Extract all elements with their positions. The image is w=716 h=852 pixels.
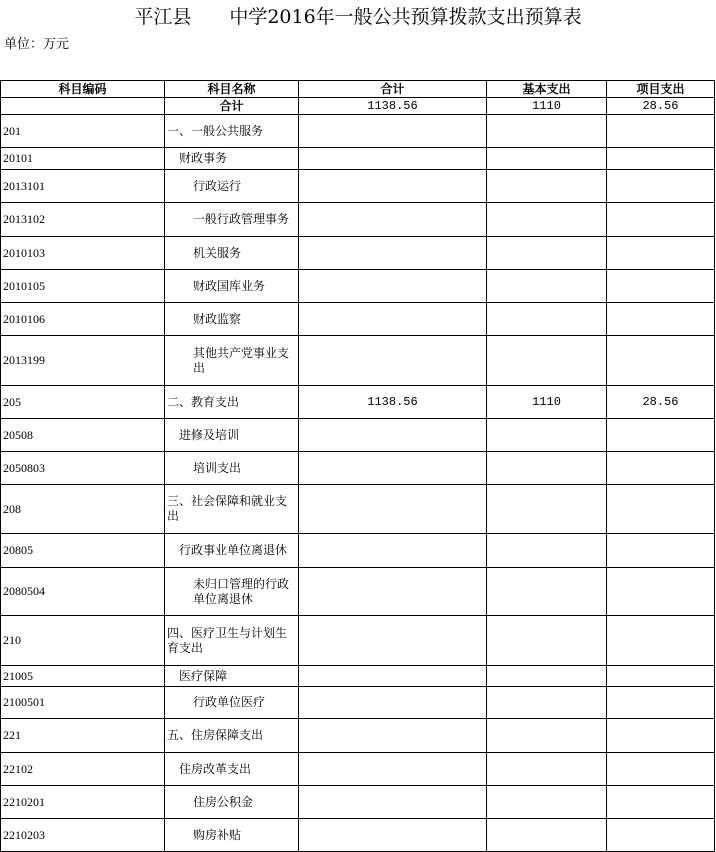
cell-total	[299, 303, 487, 336]
table-row	[1, 485, 715, 534]
cell-name: 培训支出	[165, 452, 299, 485]
table-row	[1, 534, 715, 568]
table-row	[1, 237, 715, 270]
cell-basic	[487, 666, 607, 687]
cell-name: 进修及培训	[165, 419, 299, 452]
cell-total	[299, 687, 487, 719]
cell-basic	[487, 148, 607, 170]
header-code: 科目编码	[1, 81, 165, 98]
budget-table	[0, 80, 715, 852]
header-row	[1, 81, 715, 98]
cell-project	[607, 719, 715, 753]
table-row	[1, 115, 715, 148]
cell-name: 行政运行	[165, 170, 299, 203]
total-project: 28.56	[607, 98, 715, 115]
cell-basic	[487, 534, 607, 568]
table-row	[1, 336, 715, 386]
table-row	[1, 170, 715, 203]
header-basic: 基本支出	[487, 81, 607, 98]
cell-total	[299, 270, 487, 303]
table-row	[1, 419, 715, 452]
cell-basic	[487, 270, 607, 303]
cell-code: 2013199	[1, 336, 165, 386]
cell-total	[299, 115, 487, 148]
header-project: 项目支出	[607, 81, 715, 98]
table-row	[1, 753, 715, 786]
cell-basic: 1110	[487, 386, 607, 419]
cell-basic	[487, 719, 607, 753]
cell-project	[607, 170, 715, 203]
cell-code: 208	[1, 485, 165, 534]
cell-name: 一般行政管理事务	[165, 203, 299, 237]
total-name: 合计	[165, 98, 299, 115]
cell-project	[607, 753, 715, 786]
cell-total	[299, 819, 487, 852]
cell-basic	[487, 237, 607, 270]
table-row	[1, 719, 715, 753]
cell-code: 221	[1, 719, 165, 753]
page-title: 平江县 中学2016年一般公共预算拨款支出预算表	[134, 6, 582, 28]
cell-code: 2100501	[1, 687, 165, 719]
cell-name: 财政国库业务	[165, 270, 299, 303]
cell-basic	[487, 452, 607, 485]
cell-name: 行政单位医疗	[165, 687, 299, 719]
cell-name: 二、教育支出	[165, 386, 299, 419]
total-total: 1138.56	[299, 98, 487, 115]
cell-project	[607, 237, 715, 270]
table-row	[1, 452, 715, 485]
cell-code: 20508	[1, 419, 165, 452]
table-row	[1, 270, 715, 303]
cell-total	[299, 170, 487, 203]
cell-code: 205	[1, 386, 165, 419]
cell-name: 三、社会保障和就业支出	[165, 485, 299, 534]
cell-total	[299, 237, 487, 270]
cell-code: 2050803	[1, 452, 165, 485]
cell-project	[607, 786, 715, 819]
table-row	[1, 616, 715, 666]
cell-name: 购房补贴	[165, 819, 299, 852]
cell-name: 四、医疗卫生与计划生育支出	[165, 616, 299, 666]
header-name: 科目名称	[165, 81, 299, 98]
cell-basic	[487, 819, 607, 852]
cell-code: 2210201	[1, 786, 165, 819]
total-code	[1, 98, 165, 115]
cell-code: 2013101	[1, 170, 165, 203]
cell-name: 未归口管理的行政单位离退休	[165, 568, 299, 616]
cell-code: 2210203	[1, 819, 165, 852]
table-row	[1, 148, 715, 170]
table-row	[1, 786, 715, 819]
cell-project	[607, 452, 715, 485]
cell-name: 行政事业单位离退休	[165, 534, 299, 568]
cell-total	[299, 719, 487, 753]
total-row	[1, 98, 715, 115]
cell-name: 住房改革支出	[165, 753, 299, 786]
cell-project	[607, 115, 715, 148]
cell-code: 210	[1, 616, 165, 666]
cell-total	[299, 336, 487, 386]
cell-basic	[487, 485, 607, 534]
cell-name: 财政监察	[165, 303, 299, 336]
cell-basic	[487, 170, 607, 203]
cell-project: 28.56	[607, 386, 715, 419]
cell-basic	[487, 419, 607, 452]
cell-name: 一、一般公共服务	[165, 115, 299, 148]
cell-code: 2010106	[1, 303, 165, 336]
cell-project	[607, 819, 715, 852]
cell-code: 20805	[1, 534, 165, 568]
cell-basic	[487, 687, 607, 719]
cell-code: 20101	[1, 148, 165, 170]
cell-project	[607, 203, 715, 237]
cell-project	[607, 485, 715, 534]
cell-basic	[487, 115, 607, 148]
cell-code: 2080504	[1, 568, 165, 616]
table-row	[1, 203, 715, 237]
cell-basic	[487, 336, 607, 386]
cell-project	[607, 534, 715, 568]
cell-name: 财政事务	[165, 148, 299, 170]
header-total: 合计	[299, 81, 487, 98]
cell-name: 五、住房保障支出	[165, 719, 299, 753]
cell-total	[299, 534, 487, 568]
cell-name: 机关服务	[165, 237, 299, 270]
cell-total	[299, 485, 487, 534]
cell-total	[299, 452, 487, 485]
cell-name: 住房公积金	[165, 786, 299, 819]
cell-code: 2010105	[1, 270, 165, 303]
cell-code: 201	[1, 115, 165, 148]
cell-total	[299, 419, 487, 452]
table-row	[1, 386, 715, 419]
cell-code: 2010103	[1, 237, 165, 270]
cell-basic	[487, 786, 607, 819]
cell-total	[299, 568, 487, 616]
cell-project	[607, 419, 715, 452]
unit-label: 单位：万元	[4, 37, 70, 52]
table-row	[1, 303, 715, 336]
cell-project	[607, 336, 715, 386]
cell-name: 其他共产党事业支出	[165, 336, 299, 386]
cell-total: 1138.56	[299, 386, 487, 419]
table-row	[1, 687, 715, 719]
cell-name: 医疗保障	[165, 666, 299, 687]
cell-total	[299, 786, 487, 819]
cell-total	[299, 148, 487, 170]
cell-total	[299, 616, 487, 666]
cell-project	[607, 666, 715, 687]
cell-basic	[487, 616, 607, 666]
cell-code: 22102	[1, 753, 165, 786]
table-row	[1, 666, 715, 687]
cell-basic	[487, 753, 607, 786]
cell-project	[607, 568, 715, 616]
table-row	[1, 819, 715, 852]
cell-code: 21005	[1, 666, 165, 687]
cell-code: 2013102	[1, 203, 165, 237]
cell-project	[607, 687, 715, 719]
cell-project	[607, 270, 715, 303]
cell-total	[299, 203, 487, 237]
cell-project	[607, 303, 715, 336]
cell-project	[607, 616, 715, 666]
cell-basic	[487, 568, 607, 616]
cell-total	[299, 666, 487, 687]
cell-total	[299, 753, 487, 786]
table-row	[1, 568, 715, 616]
total-basic: 1110	[487, 98, 607, 115]
cell-basic	[487, 303, 607, 336]
cell-project	[607, 148, 715, 170]
cell-basic	[487, 203, 607, 237]
